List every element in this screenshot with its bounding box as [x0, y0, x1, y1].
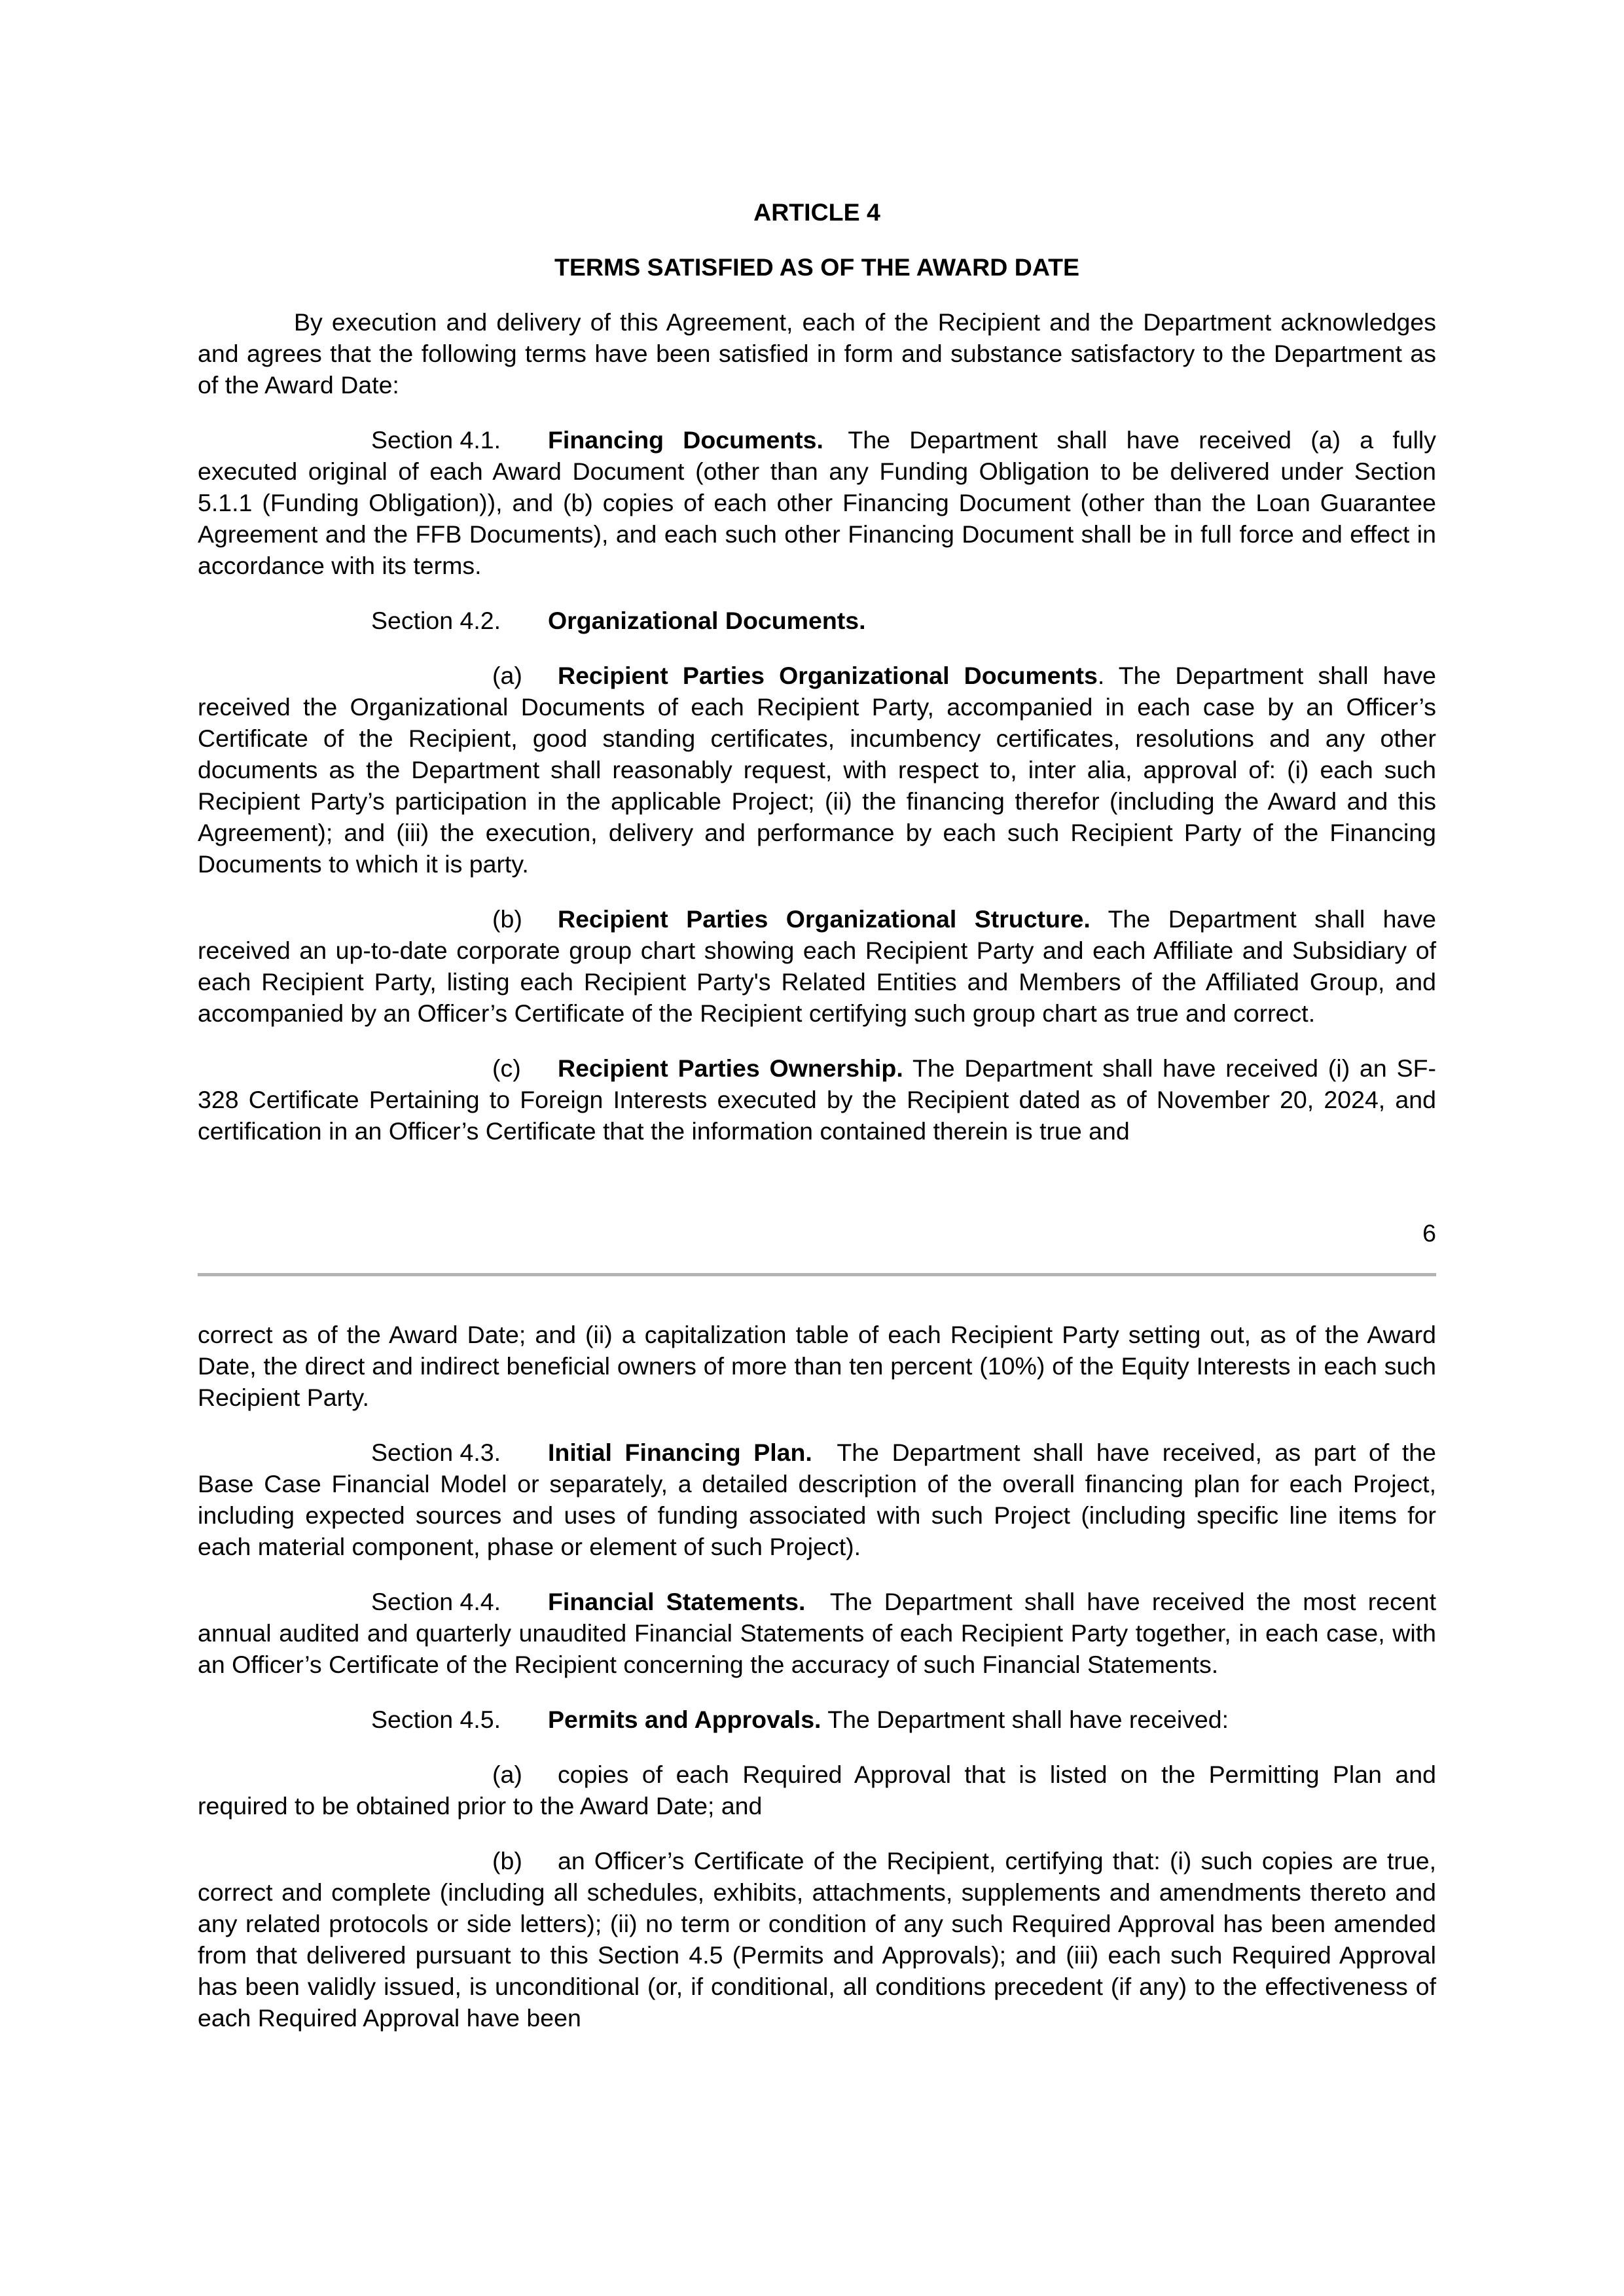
section-body: The Department shall have received (a) a fully executed original of each Award Document (other than any Funding Obligation to be delivered under Section 5.1.1 (Funding Obligation)), and (b) copies of each other Financing Document (other than the Loan Guarantee Agreement and the FFB Documents), and each such other Financing Document shall be in full force and effect in accordance with its terms. [198, 426, 1437, 579]
section-4-2-c [198, 1052, 1436, 1147]
continuation-paragraph: correct as of the Award Date; and (ii) a capitalization table of each Recipient Party setting out, as of the Award Date, the direct and indirect beneficial owners of more than ten percent (10%) of the Equity Interests in each such Recipient Party. [198, 1321, 1436, 1411]
section-title: Permits and Approvals. [548, 1706, 821, 1733]
page-divider [198, 1273, 1436, 1276]
subsection-label: (a) [492, 1761, 522, 1788]
section-4-1 [198, 424, 1436, 581]
page-1 [198, 196, 1436, 1170]
section-number: Section 4.2. [371, 607, 501, 634]
section-number: Section 4.1. [371, 426, 501, 454]
section-4-5-a [198, 1759, 1436, 1821]
subsection-label: (b) [492, 905, 522, 933]
section-4-2-b [198, 903, 1436, 1029]
subsection-body: copies of each Required Approval that is listed on the Permitting Plan and required to be obtained prior to the Award Date; and [198, 1761, 1436, 1820]
intro-paragraph: By execution and delivery of this Agreement, each of the Recipient and the Department acknowledges and agrees that the following terms have been satisfied in form and substance satisfactory to the Department as of the Award Date: [198, 308, 1436, 399]
article-title: TERMS SATISFIED AS OF THE AWARD DATE [554, 253, 1080, 281]
section-number: Section 4.4. [371, 1588, 501, 1615]
section-title: Financing Documents. [548, 426, 823, 454]
subsection-title: Recipient Parties Ownership. [558, 1054, 903, 1082]
page-number: 6 [1422, 1219, 1436, 1247]
subsection-body: an Officer’s Certificate of the Recipient, certifying that: (i) such copies are true, correct and complete (including all schedules, exhibits, attachments, supplements and amendments thereto and any related protocols or side letters); (ii) no term or condition of any such Required Approval has been amended from that delivered pursuant to this Section 4.5 (Permits and Approvals); and (iii) each such Required Approval has been validly issued, is unconditional (or, if conditional, all conditions precedent (if any) to the effectiveness of each Required Approval have been [198, 1847, 1436, 2032]
article-heading: ARTICLE 4 [753, 198, 880, 226]
subsection-label: (b) [492, 1847, 522, 1874]
subsection-label: (a) [492, 662, 522, 689]
subsection-label: (c) [492, 1054, 521, 1082]
section-number: Section 4.3. [371, 1439, 501, 1466]
section-title: Organizational Documents. [548, 607, 866, 634]
section-4-2-a [198, 660, 1436, 880]
section-title: Initial Financing Plan. [548, 1439, 812, 1466]
subsection-title: Recipient Parties Organizational Documents [558, 662, 1098, 689]
section-4-2 [198, 605, 1436, 636]
section-4-4 [198, 1586, 1436, 1680]
section-4-3 [198, 1437, 1436, 1562]
section-title: Financial Statements. [548, 1588, 806, 1615]
subsection-title: Recipient Parties Organizational Structure. [558, 905, 1091, 933]
section-body: The Department shall have received: [827, 1706, 1229, 1733]
subsection-body: The Department shall have received (i) an SF-328 Certificate Pertaining to Foreign Interests executed by the Recipient dated as of November 20, 2024, and certification in an Officer’s Certificate that the information contained therein is true and [198, 1054, 1436, 1145]
section-body: The Department shall have received the most recent annual audited and quarterly unaudited Financial Statements of each Recipient Party together, in each case, with an Officer’s Certificate of the Recipient concerning the accuracy of such Financial Statements. [198, 1588, 1436, 1678]
section-4-5 [198, 1704, 1436, 1735]
subsection-body: . The Department shall have received the Organizational Documents of each Recipient Party, accompanied in each case by an Officer’s Certificate of the Recipient, good standing certificates, incumbency certificates, resolutions and any other documents as the Department shall reasonably request, with respect to, inter alia, approval of: (i) each such Recipient Party’s participation in the applicable Project; (ii) the financing therefor (including the Award and this Agreement); and (iii) the execution, delivery and performance by each such Recipient Party of the Financing Documents to which it is party. [198, 662, 1436, 878]
section-body: The Department shall have received, as part of the Base Case Financial Model or separately, a detailed description of the overall financing plan for each Project, including expected sources and uses of funding associated with such Project (including specific line items for each material component, phase or element of such Project). [198, 1439, 1436, 1560]
section-4-5-b [198, 1845, 1436, 2034]
subsection-body: The Department shall have received an up-to-date corporate group chart showing each Recipient Party and each Affiliate and Subsidiary of each Recipient Party, listing each Recipient Party's Related Entities and Members of the Affiliated Group, and accompanied by an Officer’s Certificate of the Recipient certifying such group chart as true and correct. [198, 905, 1436, 1027]
section-number: Section 4.5. [371, 1706, 501, 1733]
page-2 [198, 1319, 1436, 2057]
